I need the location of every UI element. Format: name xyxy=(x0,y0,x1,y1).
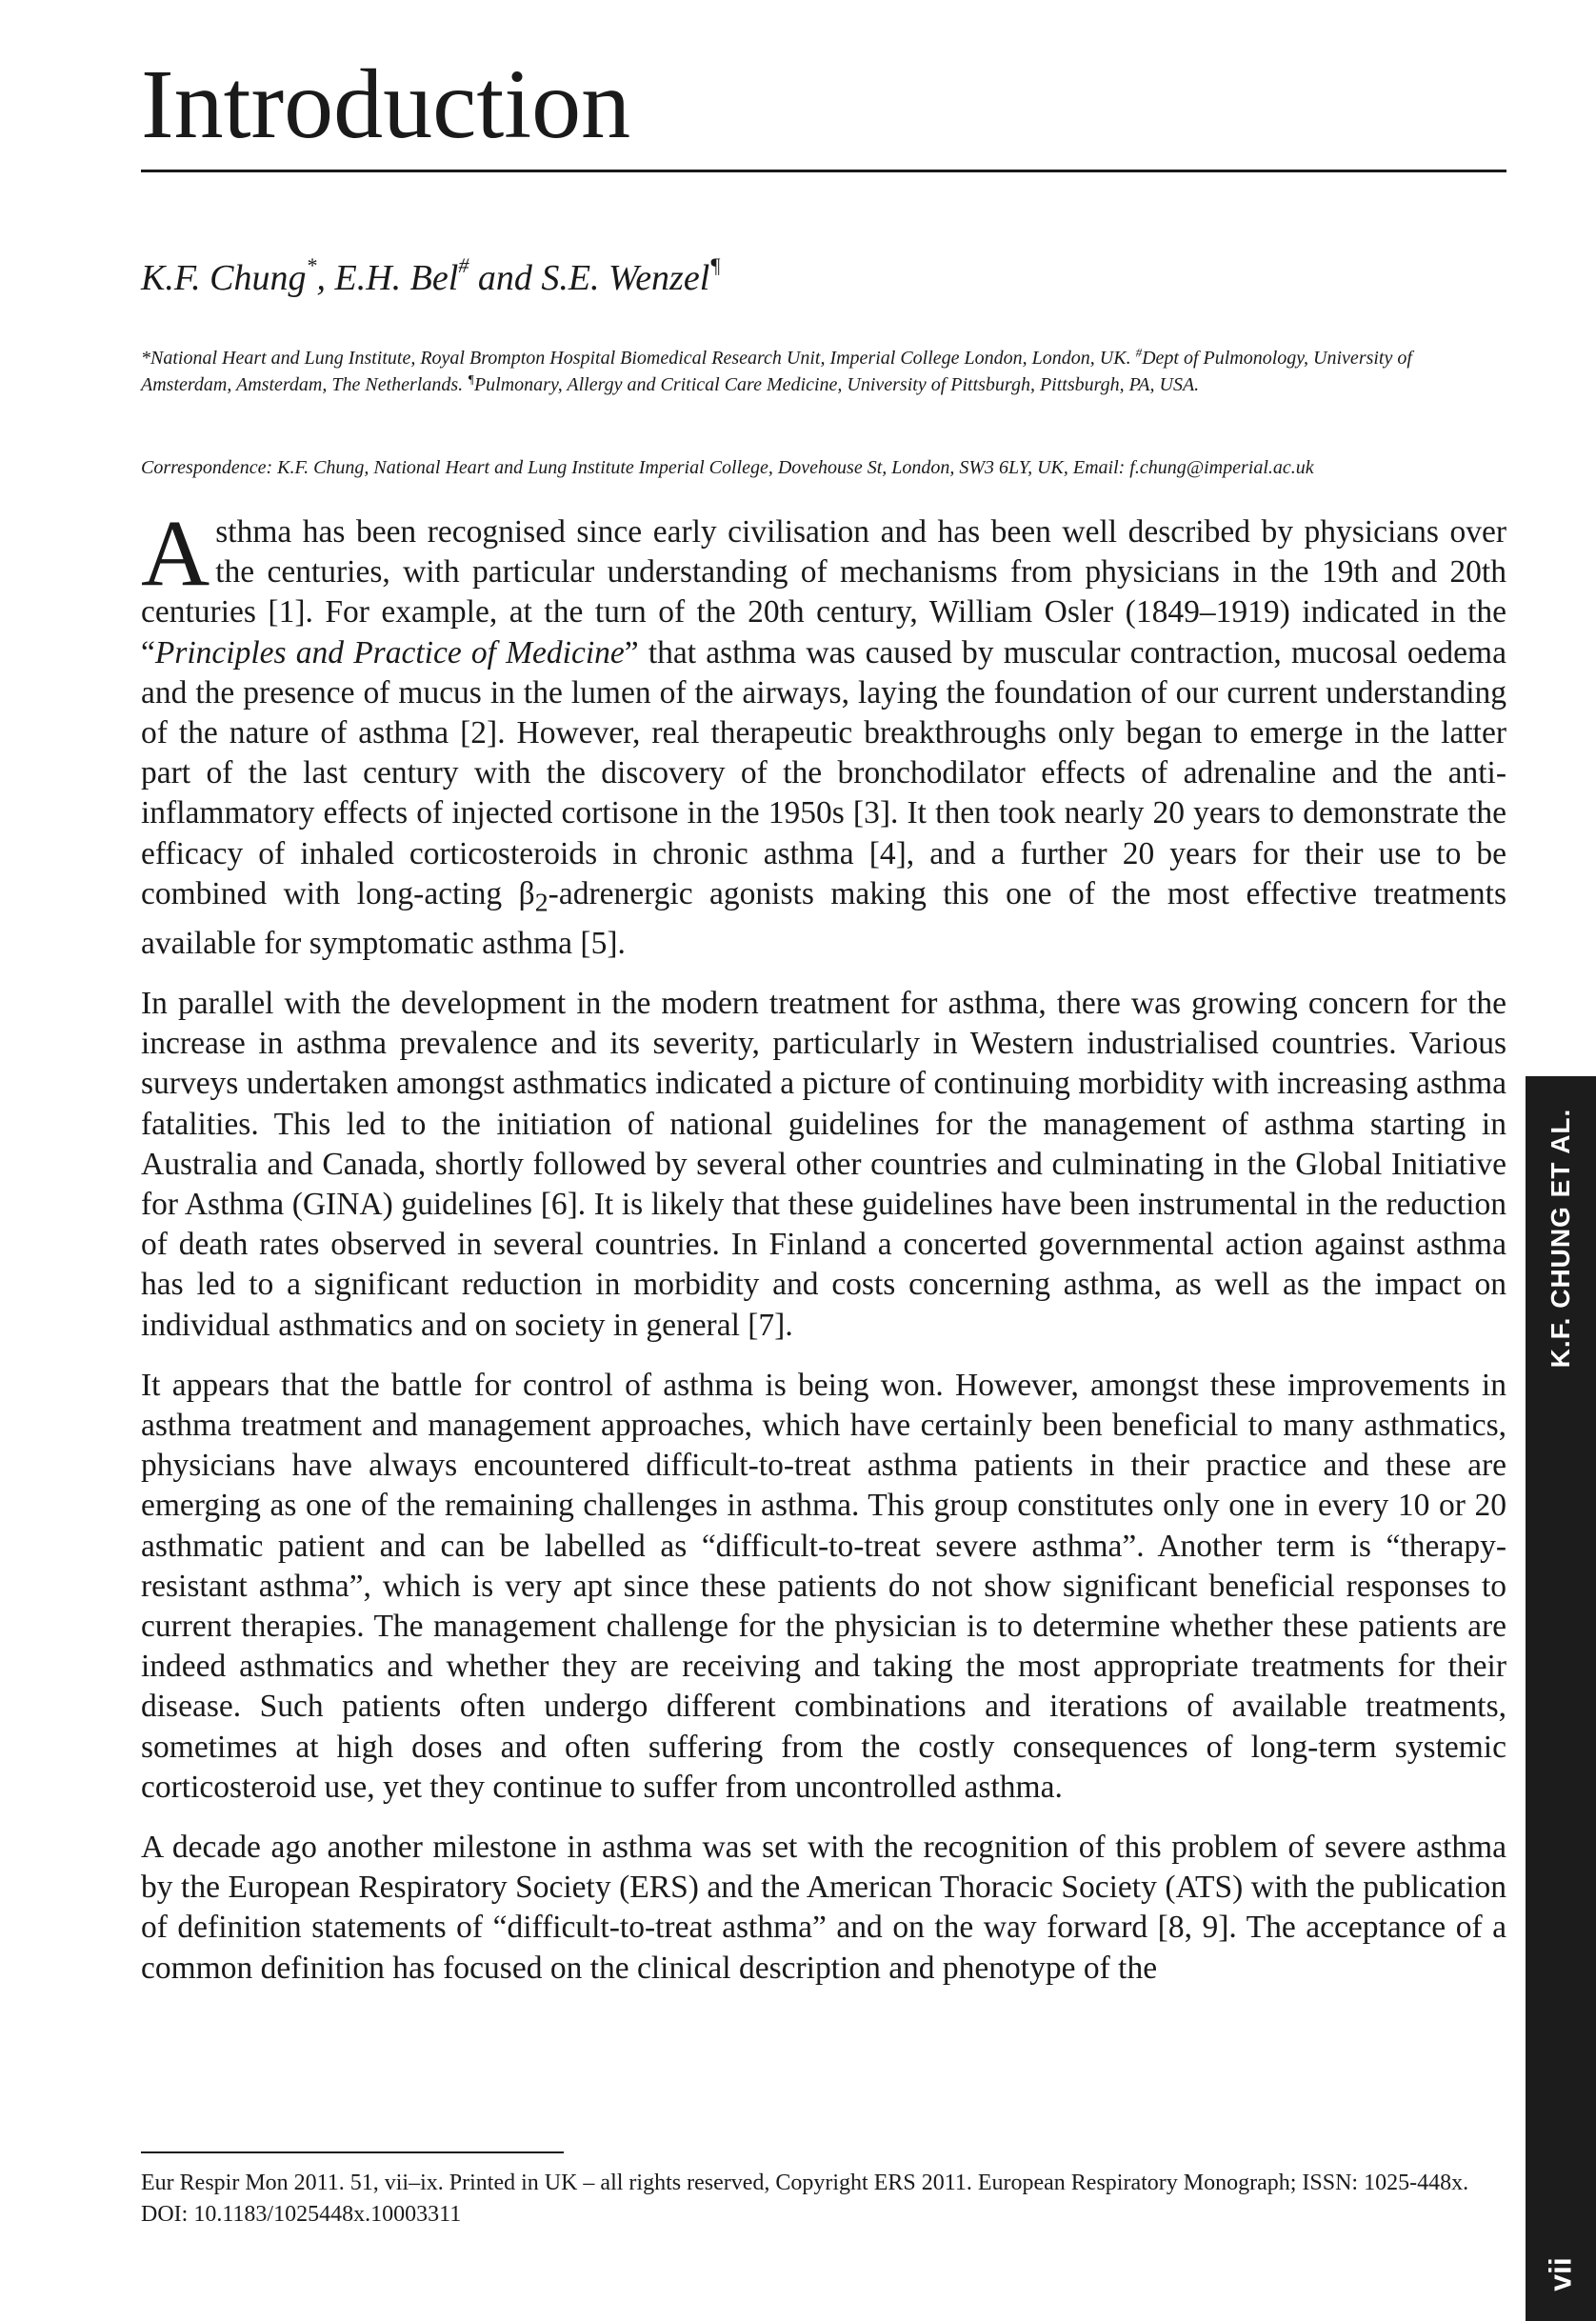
affiliation-mark: ¶ xyxy=(468,371,474,387)
author-name: K.F. Chung xyxy=(141,258,307,298)
author-mark: * xyxy=(306,253,317,278)
book-title: Principles and Practice of Medicine xyxy=(154,634,625,670)
affiliation-mark: # xyxy=(1135,345,1143,360)
paragraph-text: ” that asthma was caused by muscular contraction, mucosal oedema and the presence of mucus in the lumen of the airways, laying the foundation of our current understanding of the nature of asthma [2]. However, real therapeutic breakthroughs only began to emerge in the latter part of the last century with the discovery of the bronchodilator effects of adrenaline and the anti-inflammatory effects of injected cortisone in the 1950s [3]. It then took nearly 20 years to demonstrate the efficacy of inhaled corticosteroids in chronic asthma [4], and a further 20 years for their use to be combined with long-acting β xyxy=(141,634,1506,911)
affiliation-mark: * xyxy=(141,348,150,369)
paragraph-text: sthma has been recognised since early civilisation and has been well described by physicians over the centuries, with particular understanding of mechanisms from physicians in the 19th and 20th centuries [1]. For example, at the turn of the 20th century, William Osler (1849–1919) indicated in the “ xyxy=(141,514,1506,670)
page-title: Introduction xyxy=(141,50,631,159)
body-text xyxy=(141,500,1506,2009)
paragraph-text: -adrenergic agonists making this one of the most effective treatments available for symptomatic asthma [5]. xyxy=(141,875,1506,961)
correspondence: Correspondence: K.F. Chung, National Heart and Lung Institute Imperial College, Dovehouse St, London, SW3 6LY, UK, Email: f.chung@imperial.ac.uk xyxy=(141,457,1314,478)
running-head: K.F. CHUNG ET AL. xyxy=(1546,1108,1575,1369)
paragraph: In parallel with the development in the modern treatment for asthma, there was growing concern for the increase in asthma prevalence and its severity, particularly in Western industrialised countries. Various surveys undertaken amongst asthmatics indicated a picture of continuing morbidity with increasing asthma fatalities. This led to the initiation of national guidelines for the management of asthma starting in Australia and Canada, shortly followed by several other countries and culminating in the Global Initiative for Asthma (GINA) guidelines [6]. It is likely that these guidelines have been instrumental in the reduction of death rates observed in several countries. In Finland a concerted governmental action against asthma has led to a significant reduction in morbidity and costs concerning asthma, as well as the impact on individual asthmatics and on society in general [7]. xyxy=(141,985,1506,1343)
affiliation: Pulmonary, Allergy and Critical Care Medicine, University of Pittsburgh, Pittsburgh, PA, USA. xyxy=(473,374,1200,395)
affiliation: Dept of Pulmonology, University of Amsterdam, Amsterdam, The Netherlands. xyxy=(141,348,1412,395)
affiliation: National Heart and Lung Institute, Royal Brompton Hospital Biomedical Research Unit, Imperial College London, London, UK. xyxy=(150,348,1131,369)
paragraph: It appears that the battle for control of asthma is being won. However, amongst these improvements in asthma treatment and management approaches, which have certainly been beneficial to many asthmatics, physicians have always encountered difficult-to-treat asthma patients in their practice and these are emerging as one of the remaining challenges in asthma. This group constitutes only one in every 10 or 20 asthmatic patient and can be labelled as “difficult-to-treat severe asthma”. Another term is “therapy-resistant asthma”, which is very apt since these patients do not show significant beneficial responses to current therapies. The management challenge for the physician is to determine whether these patients are indeed asthmatics and whether they are receiving and taking the most appropriate treatments for their disease. Such patients often undergo different combinations and iterations of available treatments, sometimes at high doses and often suffering from the costly consequences of long-term systemic corticosteroid use, yet they continue to suffer from uncontrolled asthma. xyxy=(141,1367,1506,1805)
paragraph: A decade ago another milestone in asthma was set with the recognition of this problem of severe asthma by the European Respiratory Society (ERS) and the American Thoracic Society (ATS) with the publication of definition statements of “difficult-to-treat asthma” and on the way forward [8, 9]. The acceptance of a common definition has focused on the clinical description and phenotype of the xyxy=(141,1829,1506,1986)
paragraph xyxy=(141,500,1506,964)
author-mark: ¶ xyxy=(709,253,721,278)
subscript: 2 xyxy=(534,888,549,918)
author-line xyxy=(141,255,721,301)
footnote-rule xyxy=(141,2151,564,2153)
author-name: E.H. Bel xyxy=(334,258,459,298)
affiliations xyxy=(141,345,1505,398)
author-separator: , xyxy=(316,258,335,298)
author-name: S.E. Wenzel xyxy=(541,258,710,298)
page-number: vii xyxy=(1543,2257,1578,2291)
footnote: Eur Respir Mon 2011. 51, vii–ix. Printed in UK – all rights reserved, Copyright ERS 2011. European Respiratory Monograph; ISSN: 1025-448x. DOI: 10.1183/1025448x.10003311 xyxy=(141,2171,1469,2227)
title-rule xyxy=(141,170,1506,172)
author-separator: and xyxy=(469,258,542,298)
author-mark: # xyxy=(458,253,469,278)
drop-cap: A xyxy=(141,500,210,606)
